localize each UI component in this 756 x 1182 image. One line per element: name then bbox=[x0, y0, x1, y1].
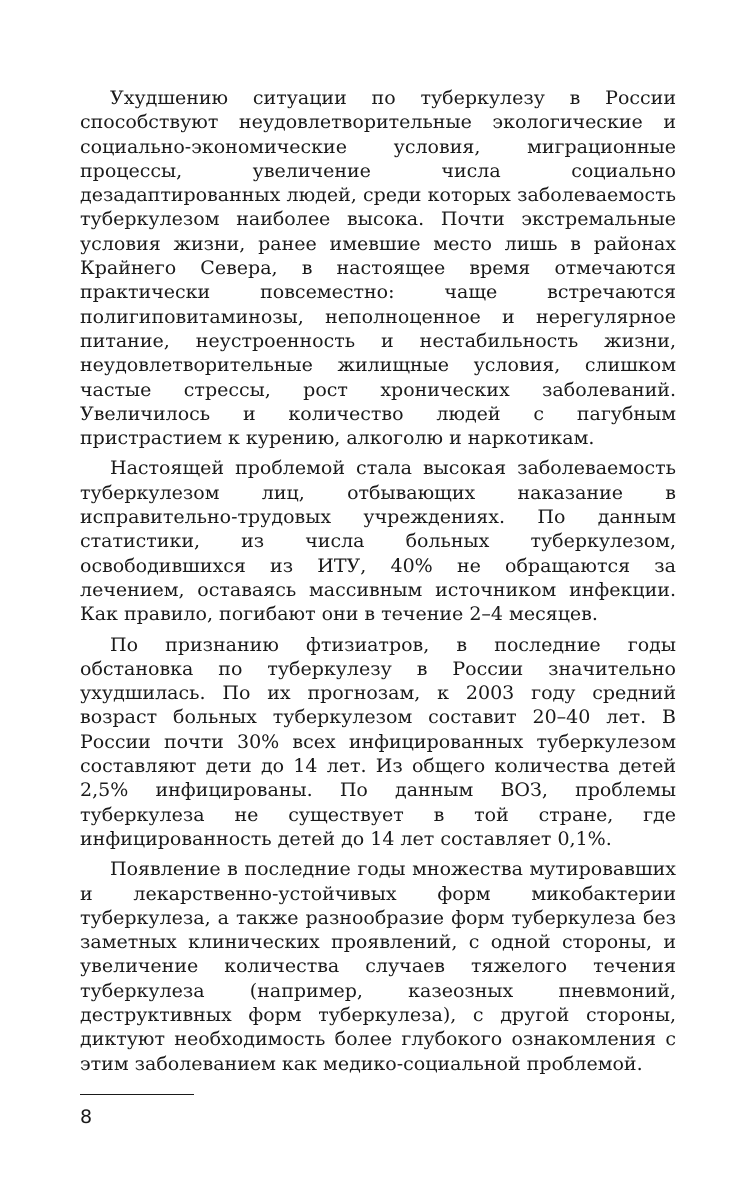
footer-divider bbox=[80, 1094, 194, 1095]
paragraph-1: Ухудшению ситуации по туберкулезу в России способствуют неудовлетворительные экологические и социально-экономические условия, миграционные процессы, увеличение числа социально дезадаптированных людей, среди которых заболеваемость туберкулезом наиболее высока. Почти экстремальные условия жизни, ранее имевшие место лишь в районах Крайнего Севера, в настоящее время отмечаются практически повсеместно: чаще встречаются полигиповитаминозы, неполноценное и нерегулярное питание, неустроенность и нестабильность жизни, неудовлетворительные жилищные условия, слишком частые стрессы, рост хронических заболеваний. Увеличилось и количество людей с пагубным пристрастием к курению, алкоголю и наркотикам. bbox=[80, 87, 676, 450]
paragraph-2: Настоящей проблемой стала высокая заболеваемость туберкулезом лиц, отбывающих наказание в исправительно-трудовых учреждениях. По данным статистики, из числа больных туберкулезом, освободившихся из ИТУ, 40% не обращаются за лечением, оставаясь массивным источником инфекции. Как правило, погибают они в течение 2–4 месяцев. bbox=[80, 457, 676, 626]
page-number: 8 bbox=[80, 1106, 93, 1128]
page-body bbox=[80, 86, 676, 1082]
paragraph-3: По признанию фтизиатров, в последние годы обстановка по туберкулезу в России значительно ухудшилась. По их прогнозам, к 2003 году средний возраст больных туберкулезом составит 20–40 лет. В России почти 30% всех инфицированных туберкулезом составляют дети до 14 лет. Из общего количества детей 2,5% инфицированы. По данным ВОЗ, проблемы туберкулеза не существует в той стране, где инфицированность детей до 14 лет составляет 0,1%. bbox=[80, 633, 676, 850]
paragraph-4: Появление в последние годы множества мутировавших и лекарственно-устойчивых форм микобактерии туберкулеза, а также разнообразие форм туберкулеза без заметных клинических проявлений, с одной стороны, и увеличение количества случаев тяжелого течения туберкулеза (например, казеозных пневмоний, деструктивных форм туберкулеза), с другой стороны, диктуют необходимость более глубокого ознакомления с этим заболеванием как медико-социальной проблемой. bbox=[80, 858, 676, 1075]
